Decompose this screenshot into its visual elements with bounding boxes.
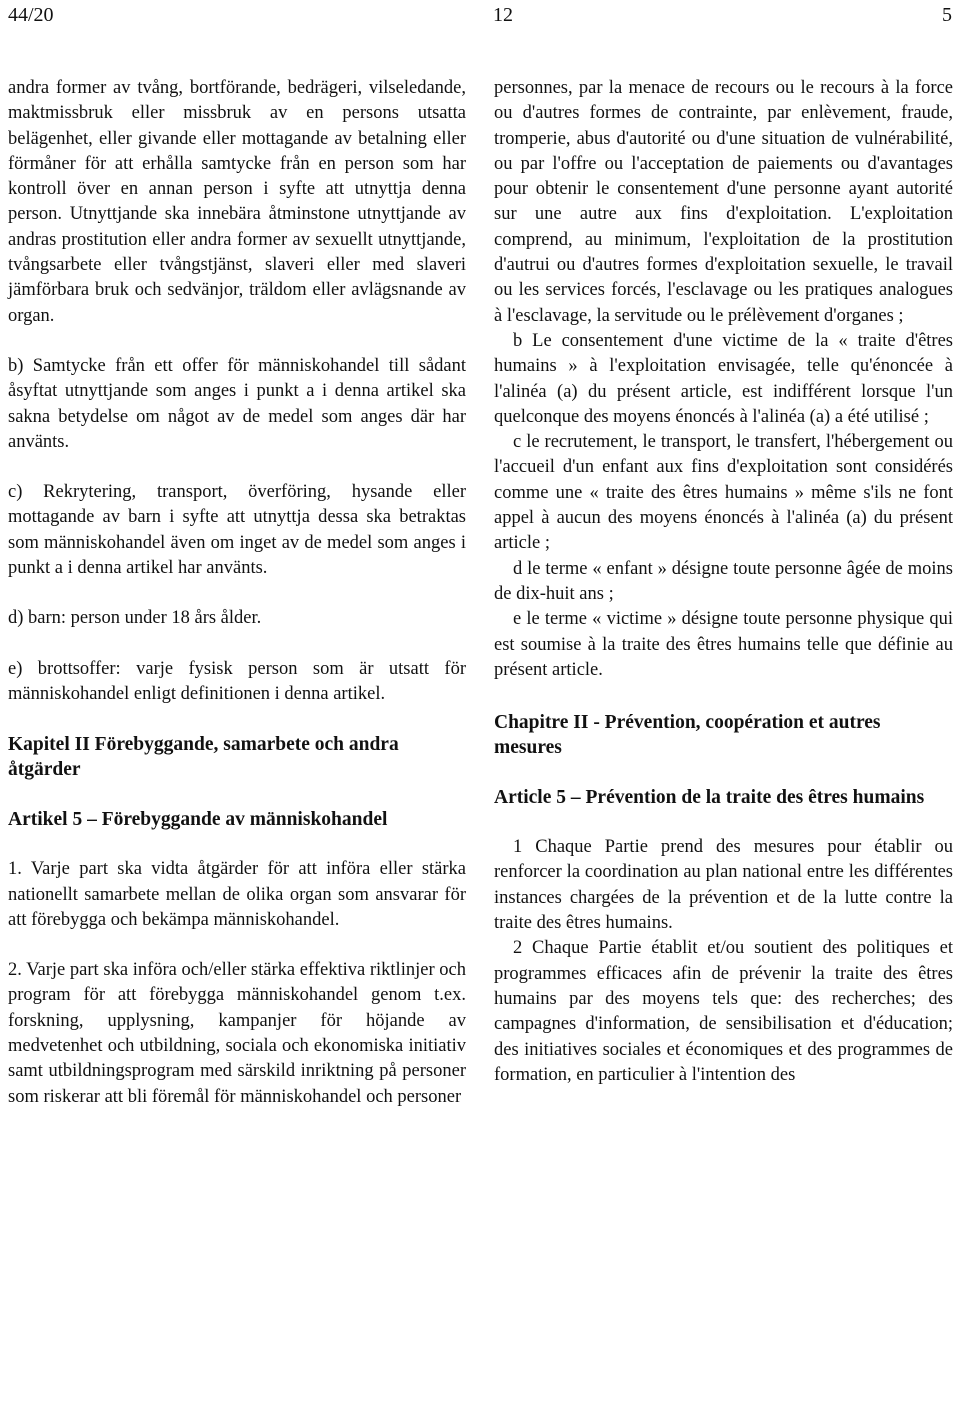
page-header [0,4,960,28]
fr-paragraph-c: c le recrutement, le transport, le transfert, l'hébergement ou l'accueil d'un enfant aux fins d'exploitation sont considérés comme une « traite des êtres humains » même s'ils ne font appel à aucun des moyens énoncés à l'alinéa (a) du présent article ; [494,432,953,554]
sv-article5-paragraph-2: 2. Varje part ska införa och/eller stärka effektiva riktlinjer och program för att förebygga människohandel genom t.ex. forskning, upplysning, kampanjer för höjande av medvetenhet och utbildning, sociala och ekonomiska initiativ samt utbildningsprogram med särskild inriktning på personer som riskerar att bli föremål för människohandel och personer [8,960,466,1107]
swedish-column [8,76,466,1135]
header-page-number: 12 [493,4,513,26]
header-right-number: 5 [942,4,952,26]
fr-article5-paragraph-2: 2 Chaque Partie établit et/ou soutient des politiques et programmes efficaces afin de prévenir la traite des êtres humains par des moyens tels que: des recherches; des campagnes d'information, de sensibilisation et d'éducation; des initiatives sociales et économiques et des programmes de formation, en particulier à l'intention des [494,938,953,1085]
sv-paragraph-b: b) Samtycke från ett offer för människohandel till sådant åsyftat utnyttjande som anges i punkt a i denna artikel ska sakna betydelse om något av de medel som anges där har använts. [8,355,466,452]
sv-paragraph-e: e) brottsoffer: varje fysisk person som är utsatt för människohandel enligt definitionen i denna artikel. [8,658,466,704]
sv-paragraph-d: d) barn: person under 18 års ålder. [8,608,262,629]
sv-chapter-heading: Kapitel II Förebyggande, samarbete och andra åtgärder [8,734,399,781]
fr-paragraph-definition-a: personnes, par la menace de recours ou le recours à la force ou d'autres formes de contrainte, par enlèvement, fraude, tromperie, abus d'autorité ou d'une situation de vulnérabilité, ou par l'offre ou l'acceptation de paiements ou d'avantages pour obtenir le consentement d'une personne ayant autorité sur une autre aux fins d'exploitation. L'exploitation comprend, au minimum, l'exploitation de la prostitution d'autrui ou d'autres formes d'exploitation sexuelle, le travail ou les services forcés, l'esclavage ou les pratiques analogues à l'esclavage, la servitude ou le prélèvement d'organes ; [494,78,953,326]
sv-paragraph-c: c) Rekrytering, transport, överföring, hysande eller mottagande av barn i syfte att utnyttja dessa ska betraktas som människohandel även om inget av de medel som anges i punkt a i denna artikel har använts. [8,482,466,579]
sv-article-heading: Artikel 5 – Förebyggande av människohandel [8,809,388,831]
fr-paragraph-e: e le terme « victime » désigne toute personne physique qui est soumise à la traite des êtres humains telle que définie au présent article. [494,609,953,680]
fr-paragraph-b: b Le consentement d'une victime de la « traite d'êtres humains » à l'exploitation envisagée, telle qu'énoncée à l'alinéa (a) du présent article, est indifférent lorsque l'un quelconque des moyens énoncés à l'alinéa (a) a été utilisé ; [494,330,953,427]
sv-article5-paragraph-1: 1. Varje part ska vidta åtgärder för att införa eller stärka nationellt samarbete mellan de olika organ som ansvarar för att förebygga och bekämpa människohandel. [8,859,466,930]
fr-article5-paragraph-1: 1 Chaque Partie prend des mesures pour établir ou renforcer la coordination au plan national entre les différentes instances chargées de la prévention et de la lutte contre la traite des êtres humains. [494,837,953,934]
header-document-number: 44/20 [8,4,54,26]
fr-article-heading: Article 5 – Prévention de la traite des êtres humains [494,787,925,809]
fr-paragraph-d: d le terme « enfant » désigne toute personne âgée de moins de dix-huit ans ; [494,558,953,604]
sv-paragraph-definition-a: andra former av tvång, bortförande, bedrägeri, vilseledande, maktmissbruk eller missbruk av en persons utsatta belägenhet, eller givande eller mottagande av betalning eller förmåner för att erhålla samtycke från en person som har kontroll över en annan person i syfte att utnyttja denna person. Utnyttjande ska innebära åtminstone utnyttjande av andras prostitution eller andra former av sexuellt utnyttjande, tvångsarbete eller tvångstjänst, slaveri eller med slaveri jämförbara bruk och sedvänjor, träldom eller avlägsnande av organ. [8,78,466,326]
french-column [494,76,953,1088]
fr-chapter-heading: Chapitre II - Prévention, coopération et autres mesures [494,712,881,759]
